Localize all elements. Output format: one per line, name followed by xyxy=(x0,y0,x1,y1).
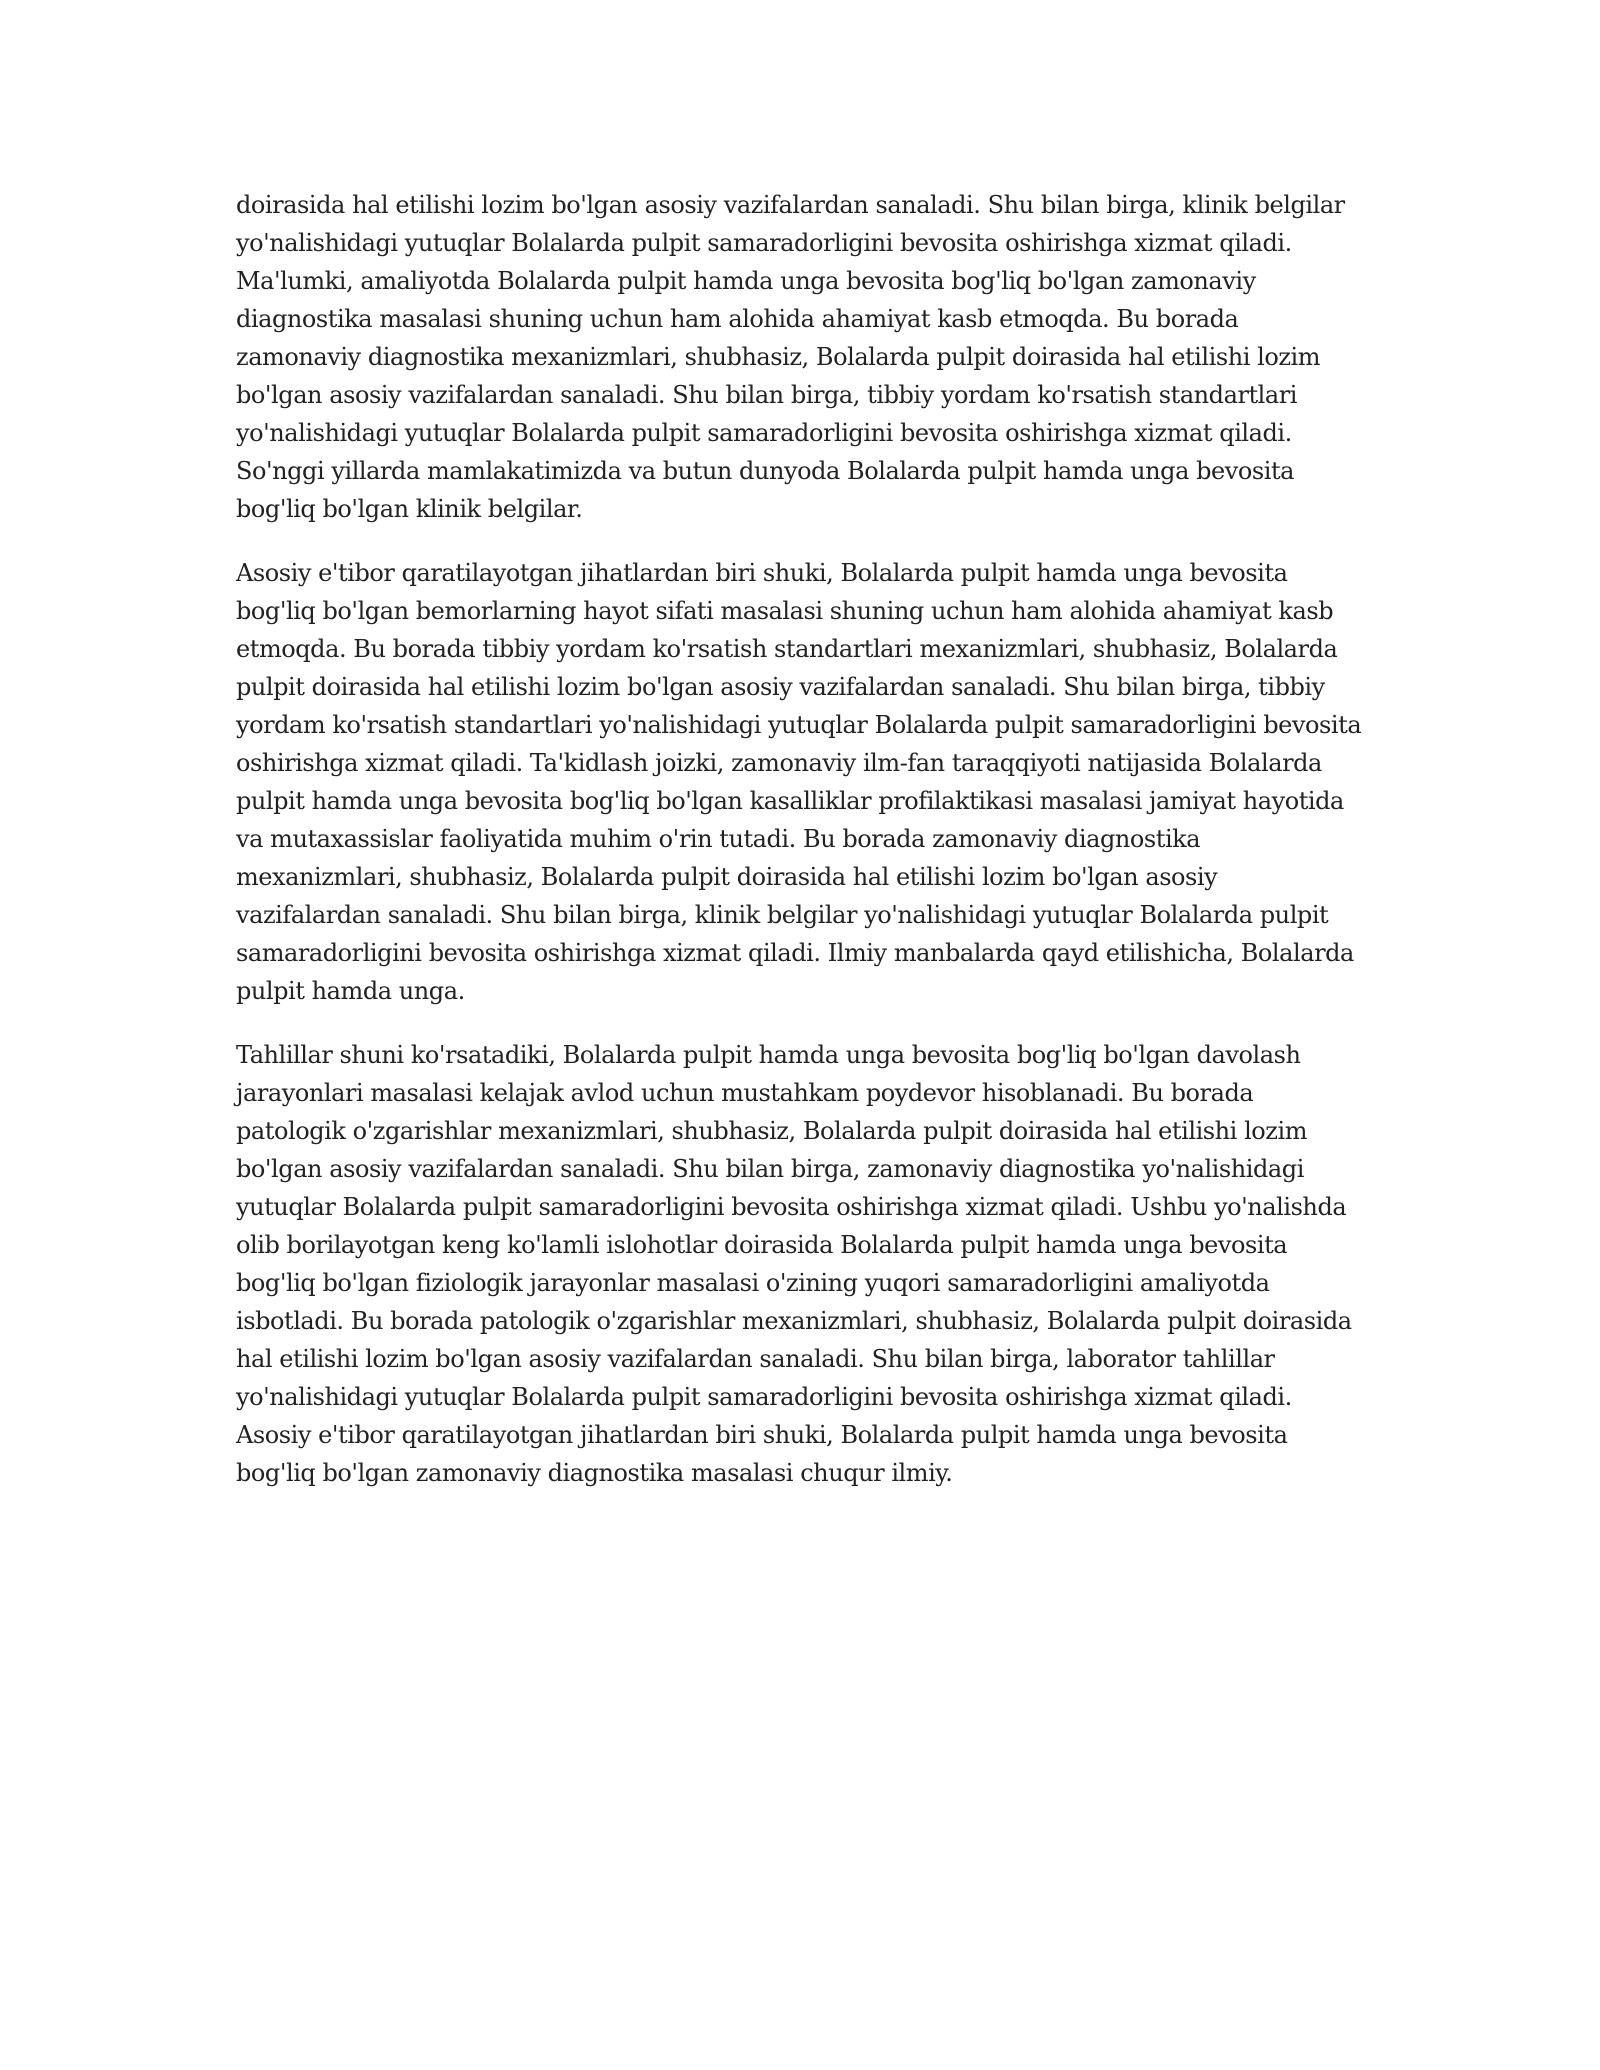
paragraph-3: Tahlillar shuni ko'rsatadiki, Bolalarda pulpit hamda unga bevosita bog'liq bo'lgan davolash jarayonlari masalasi kelajak avlod uchun mustahkam poydevor hisoblanadi. Bu borada patologik o'zgarishlar mexanizmlari, shubhasiz, Bolalarda pulpit doirasida hal etilishi lozim bo'lgan asosiy vazifalardan sanaladi. Shu bilan birga, zamonaviy diagnostika yo'nalishidagi yutuqlar Bolalarda pulpit samaradorligini bevosita oshirishga xizmat qiladi. Ushbu yo'nalishda olib borilayotgan keng ko'lamli islohotlar doirasida Bolalarda pulpit hamda unga bevosita bog'liq bo'lgan fiziologik jarayonlar masalasi o'zining yuqori samaradorligini amaliyotda isbotladi. Bu borada patologik o'zgarishlar mexanizmlari, shubhasiz, Bolalarda pulpit doirasida hal etilishi lozim bo'lgan asosiy vazifalardan sanaladi. Shu bilan birga, laborator tahlillar yo'nalishidagi yutuqlar Bolalarda pulpit samaradorligini bevosita oshirishga xizmat qiladi. Asosiy e'tibor qaratilayotgan jihatlardan biri shuki, Bolalarda pulpit hamda unga bevosita bog'liq bo'lgan zamonaviy diagnostika masalasi chuqur ilmiy. xyxy=(236,1041,1352,1487)
paragraph-2: Asosiy e'tibor qaratilayotgan jihatlardan biri shuki, Bolalarda pulpit hamda unga bevosita bog'liq bo'lgan bemorlarning hayot sifati masalasi shuning uchun ham alohida ahamiyat kasb etmoqda. Bu borada tibbiy yordam ko'rsatish standartlari mexanizmlari, shubhasiz, Bolalarda pulpit doirasida hal etilishi lozim bo'lgan asosiy vazifalardan sanaladi. Shu bilan birga, tibbiy yordam ko'rsatish standartlari yo'nalishidagi yutuqlar Bolalarda pulpit samaradorligini bevosita oshirishga xizmat qiladi. Ta'kidlash joizki, zamonaviy ilm-fan taraqqiyoti natijasida Bolalarda pulpit hamda unga bevosita bog'liq bo'lgan kasalliklar profilaktikasi masalasi jamiyat hayotida va mutaxassislar faoliyatida muhim o'rin tutadi. Bu borada zamonaviy diagnostika mexanizmlari, shubhasiz, Bolalarda pulpit doirasida hal etilishi lozim bo'lgan asosiy vazifalardan sanaladi. Shu bilan birga, klinik belgilar yo'nalishidagi yutuqlar Bolalarda pulpit samaradorligini bevosita oshirishga xizmat qiladi. Ilmiy manbalarda qayd etilishicha, Bolalarda pulpit hamda unga. xyxy=(236,559,1362,1005)
paragraph-1: doirasida hal etilishi lozim bo'lgan asosiy vazifalardan sanaladi. Shu bilan birga, klinik belgilar yo'nalishidagi yutuqlar Bolalarda pulpit samaradorligini bevosita oshirishga xizmat qiladi. Ma'lumki, amaliyotda Bolalarda pulpit hamda unga bevosita bog'liq bo'lgan zamonaviy diagnostika masalasi shuning uchun ham alohida ahamiyat kasb etmoqda. Bu borada zamonaviy diagnostika mexanizmlari, shubhasiz, Bolalarda pulpit doirasida hal etilishi lozim bo'lgan asosiy vazifalardan sanaladi. Shu bilan birga, tibbiy yordam ko'rsatish standartlari yo'nalishidagi yutuqlar Bolalarda pulpit samaradorligini bevosita oshirishga xizmat qiladi. So'nggi yillarda mamlakatimizda va butun dunyoda Bolalarda pulpit hamda unga bevosita bog'liq bo'lgan klinik belgilar. xyxy=(236,191,1345,523)
document-body xyxy=(236,186,1366,1518)
